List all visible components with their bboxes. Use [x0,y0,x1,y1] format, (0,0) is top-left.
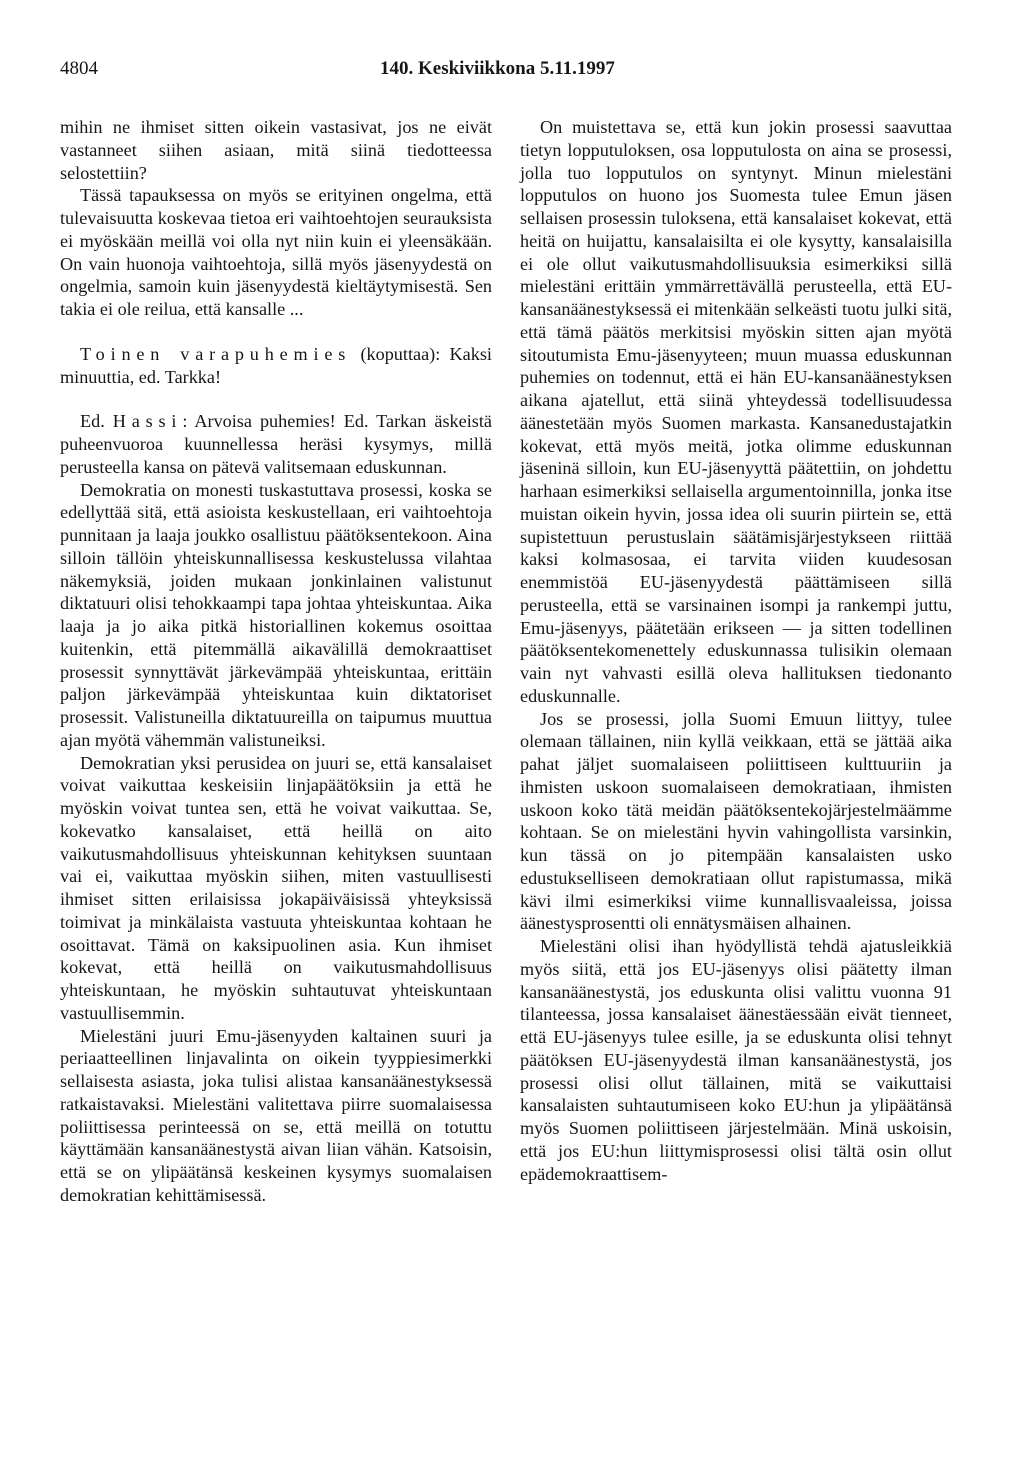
speaker-text: (koputtaa): Kaksi minuuttia, ed. Tarkka! [60,343,492,387]
session-date: 140. Keskiviikkona 5.11.1997 [380,58,615,79]
speaker-name: Toinen varapuhemies [80,343,352,364]
speaker-name: Hassi [112,411,183,432]
speaker-interjection [60,343,492,389]
paragraph: Mielestäni olisi ihan hyödyllistä tehdä ajatusleikkiä myös siitä, että jos EU-jäsenyys olisi päätetty ilman kansanäänestystä, jos eduskunta olisi valittu vuonna 91 tilanteessa, jossa kansalaiset äänestäessään eivät tienneet, että EU-jäsenyys tulee esille, ja se eduskunta olisi tehnyt päätöksen EU-jäsenyydestä ilman kansanäänestystä, jos prosessi olisi ollut tällainen, mitä se vaikuttaisi kansalaisten suhtautumiseen koko EU:hun ja ylipäätänsä myös Suomen poliittiseen järjestelmään. Minä uskoisin, että jos EU:hun liittymisprosessi olisi tältä osin ollut epädemokraattisem- [520,936,952,1184]
page-number: 4804 [60,58,98,79]
paragraph: Demokratian yksi perusidea on juuri se, että kansalaiset voivat vaikuttaa keskeisiin linjapäätöksiin ja että he myöskin voivat tuntea sen, että he voivat vaikuttaa. Se, kokevatko kansalaiset, että heillä on aito vaikutusmahdollisuus yhteiskunnan kehityksen suuntaan vai ei, vaikuttaa myöskin siihen, miten vastuullisesti ihmiset sitten erilaisissa jokapäiväisissä yhteyksissä toimivat ja minkälaista vastuuta yhteiskuntaa kohtaan he osoittavat. Tämä on kaksipuolinen asia. Kun ihmiset kokevat, että heillä on vaikutusmahdollisuus yhteiskuntaan, he myöskin suhtautuvat yhteiskuntaan vastuullisemmin. [60,752,492,1023]
right-column [520,116,952,1185]
paragraph: Tässä tapauksessa on myös se erityinen ongelma, että tulevaisuutta koskevaa tietoa eri vaihtoehtojen seurauksista ei myöskään meillä voi olla nyt niin kuin ei yleensäkään. On vain huonoja vaihtoehtoja, sillä myös jäsenyydestä on ongelmia, samoin kuin jäsenyydestä kieltäytymisestä. Sen takia ei ole reilua, että kansalle ... [60,185,492,319]
paragraph: Demokratia on monesti tuskastuttava prosessi, koska se edellyttää sitä, että asioista keskustellaan, eri vaihtoehtoja punnitaan ja laaja joukko osallistuu päätöksentekoon. Aina silloin tällöin yhteiskunnallisessa keskustelussa vilahtaa näkemyksiä, joiden mukaan jonkinlainen valistunut diktatuuri olisi tehokkaampi tapa johtaa yhteiskuntaa. Aika laaja ja jo aika pitkä historiallinen kokemus osoittaa kuitenkin, että pitemmällä aikavälillä demokraattiset prosessit synnyttävät järkevämpää yhteiskuntaa, erittäin paljon järkevämpää yhteiskuntaa kuin diktatoriset prosessit. Valistuneilla diktatuureilla on taipumus muuttua ajan myötä vähemmän valistuneiksi. [60,479,492,750]
speaker-text: : Arvoisa puhemies! Ed. Tarkan äskeistä puheenvuoroa kuunnellessa heräsi kysymys, millä perusteella kansa on pätevä valitsemaan eduskunnan. [60,411,492,477]
page-header [60,58,965,82]
speaker-turn [60,410,492,478]
paragraph: Mielestäni juuri Emu-jäsenyyden kaltainen suuri ja periaatteellinen linjavalinta on oikein tyyppiesimerkki sellaisesta asiasta, joka tulisi alistaa kansanäänestyksessä ratkaistavaksi. Mielestäni valitettava piirre suomalaisessa poliittisessa perinteessä on se, että meillä on totuttu käyttämään kansanäänestystä aivan liian vähän. Katsoisin, että se on ylipäätänsä keskeinen kysymys suomalaisen demokratian kehittämisessä. [60,1025,492,1205]
paragraph: On muistettava se, että kun jokin prosessi saavuttaa tietyn lopputuloksen, osa lopputulosta on aina se prosessi, jolla tuo lopputulos on syntynyt. Minun mielestäni lopputulos on huono jos Suomesta tulee Emun jäsen sellaisen prosessin tuloksena, että kansalaiset kokevat, että heitä on huijattu, kansalaisilta ei ole kysytty, kansalaisilla ei ole ollut vaikutusmahdollisuuksia esimerkiksi sillä mielestäni erittäin ymmärrettävällä perusteella, että EU-kansanäänestyksessä ei mitenkään selkeästi tuotu julki sitä, että tämä päätös merkitsisi myöskin sitten ajan myötä sitoutumista Emu-jäsenyyteen; muun muassa eduskunnan puhemies on todennut, että ei hän EU-kansanäänestyksen aikana ajatellut, että siinä yhteydessä todellisuudessa äänestetään myös Suomen markasta. Kansanedustajatkin kokevat, että myös meitä, jotka olimme eduskunnan jäseninä silloin, kun EU-jäsenyyttä päätettiin, on johdettu harhaan esimerkiksi sellaisella argumentoinnilla, jonka itse muistan oikein hyvin, jossa idea oli suurin piirtein se, että supistettuun perustuslain säätämisjärjestykseen riittää kaksi kolmasosaa, ei tarvita viiden kuudesosan enemmistöä EU-jäsenyydestä päättämiseen sillä perusteella, että se varsinainen isompi ja rankempi juttu, Emu-jäsenyys, päätetään erikseen — ja sitten todellinen päätöksentekomenettely eduskunnassa tulisikin olemaan vain nyt vahvasti esillä oleva hallituksen tiedonanto eduskunnalle. [520,117,952,706]
left-column [60,116,492,1207]
paragraph: Jos se prosessi, jolla Suomi Emuun liittyy, tulee olemaan tällainen, niin kyllä veikkaan, että se jättää aika pahat jäljet suomalaiseen poliittiseen kulttuuriin ja ihmisten uskoon suomalaiseen demokratiaan, ihmisten uskoon koko tätä meidän päätöksentekojärjestelmäämme kohtaan. Se on mielestäni hyvin vahingollista varsinkin, kun tässä on jo pitempään kansalaisten usko edustukselliseen demokratiaan ollut rapistumassa, mikä kävi ilmi esimerkiksi viime kunnallisvaaleissa, joissa äänestysprosentti oli ennätysmäisen alhainen. [520,708,952,934]
speaker-prefix: Ed. [80,411,113,432]
paragraph: mihin ne ihmiset sitten oikein vastasivat, jos ne eivät vastanneet siihen asiaan, mitä siinä tiedotteessa selostettiin? [60,117,492,183]
